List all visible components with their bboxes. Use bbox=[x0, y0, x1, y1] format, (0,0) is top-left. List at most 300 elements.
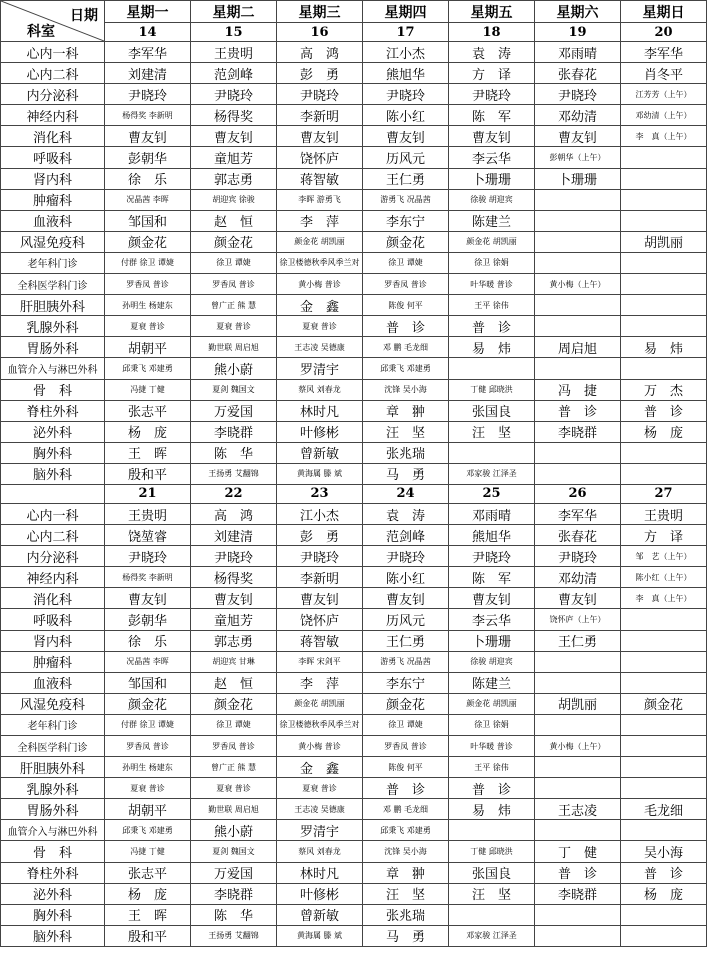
duty-cell: 丁 健 bbox=[535, 841, 621, 862]
dept-row bbox=[1, 442, 707, 463]
weekday-5: 星期五 bbox=[449, 1, 535, 23]
duty-cell bbox=[621, 757, 707, 778]
duty-cell bbox=[535, 904, 621, 925]
duty-cell: 曹友钊 bbox=[191, 588, 277, 609]
duty-cell: 尹晓玲 bbox=[449, 84, 535, 105]
duty-cell: 易 炜 bbox=[449, 337, 535, 358]
duty-cell: 罗清宇 bbox=[277, 358, 363, 379]
duty-cell: 徐卫 谭婕 bbox=[191, 252, 277, 273]
duty-cell: 黄海属 滕 斌 bbox=[277, 463, 363, 484]
dept-name: 乳腺外科 bbox=[1, 778, 105, 799]
duty-cell: 尹晓玲 bbox=[105, 84, 191, 105]
duty-cell: 胡凯丽 bbox=[621, 231, 707, 252]
weekday-3: 星期三 bbox=[277, 1, 363, 23]
duty-cell: 沈锋 吴小海 bbox=[363, 841, 449, 862]
duty-cell: 尹晓玲 bbox=[191, 546, 277, 567]
duty-cell bbox=[621, 358, 707, 379]
duty-cell: 陈俊 何平 bbox=[363, 757, 449, 778]
duty-cell: 胡迎宾 徐骏 bbox=[191, 189, 277, 210]
duty-cell: 汪 坚 bbox=[449, 883, 535, 904]
duty-cell bbox=[535, 442, 621, 463]
dept-name: 心内一科 bbox=[1, 42, 105, 63]
duty-cell: 黄海属 滕 斌 bbox=[277, 925, 363, 946]
dept-row bbox=[1, 421, 707, 442]
duty-cell: 赵 恒 bbox=[191, 672, 277, 693]
duty-cell bbox=[535, 358, 621, 379]
duty-cell: 饶怀庐 bbox=[277, 147, 363, 168]
duty-cell: 饶怀庐（上午） bbox=[535, 609, 621, 630]
duty-cell: 邱秉飞 邓建勇 bbox=[105, 358, 191, 379]
duty-cell: 方 译 bbox=[621, 525, 707, 546]
dept-row bbox=[1, 168, 707, 189]
duty-cell: 陈建兰 bbox=[449, 672, 535, 693]
dept-name: 肿瘤科 bbox=[1, 189, 105, 210]
duty-cell: 尹晓玲 bbox=[105, 546, 191, 567]
duty-cell bbox=[621, 714, 707, 735]
duty-cell: 曾新敏 bbox=[277, 442, 363, 463]
duty-cell: 颜金花 bbox=[621, 693, 707, 714]
duty-cell: 王贵明 bbox=[191, 42, 277, 63]
duty-cell: 王 晖 bbox=[105, 904, 191, 925]
duty-cell bbox=[621, 168, 707, 189]
date-cell: 22 bbox=[191, 484, 277, 503]
duty-cell: 熊小蔚 bbox=[191, 358, 277, 379]
duty-cell bbox=[535, 295, 621, 316]
duty-cell: 徐 乐 bbox=[105, 168, 191, 189]
duty-cell bbox=[535, 778, 621, 799]
duty-cell: 李东宁 bbox=[363, 210, 449, 231]
dept-row bbox=[1, 400, 707, 421]
duty-cell: 邓雨晴 bbox=[535, 42, 621, 63]
duty-cell: 杨得奖 李新明 bbox=[105, 105, 191, 126]
dept-name: 胸外科 bbox=[1, 442, 105, 463]
duty-cell: 王仁勇 bbox=[363, 168, 449, 189]
duty-cell: 肖冬平 bbox=[621, 63, 707, 84]
dept-name: 神经内科 bbox=[1, 567, 105, 588]
duty-cell bbox=[621, 274, 707, 295]
duty-cell: 王平 徐伟 bbox=[449, 757, 535, 778]
dept-row bbox=[1, 231, 707, 252]
duty-cell: 罗香凤 普诊 bbox=[105, 274, 191, 295]
duty-cell: 游勇飞 况晶茜 bbox=[363, 189, 449, 210]
duty-cell: 林时凡 bbox=[277, 400, 363, 421]
duty-cell: 童旭芳 bbox=[191, 609, 277, 630]
duty-cell: 况晶茜 李晖 bbox=[105, 651, 191, 672]
weekday-header-row bbox=[1, 1, 707, 23]
duty-cell: 普 诊 bbox=[621, 400, 707, 421]
duty-cell: 张志平 bbox=[105, 862, 191, 883]
duty-cell: 吴小海 bbox=[621, 841, 707, 862]
dept-name: 内分泌科 bbox=[1, 84, 105, 105]
duty-cell: 胡凯丽 bbox=[535, 693, 621, 714]
duty-cell: 李军华 bbox=[535, 503, 621, 524]
dept-row bbox=[1, 252, 707, 273]
duty-cell: 徐骏 胡迎宾 bbox=[449, 189, 535, 210]
duty-cell: 颜金花 bbox=[191, 231, 277, 252]
date-cell: 24 bbox=[363, 484, 449, 503]
dept-row bbox=[1, 651, 707, 672]
duty-cell: 叶华暖 普诊 bbox=[449, 736, 535, 757]
date-cell: 27 bbox=[621, 484, 707, 503]
dept-name: 脊柱外科 bbox=[1, 862, 105, 883]
duty-cell: 罗香凤 普诊 bbox=[363, 736, 449, 757]
duty-cell: 夏衰 普诊 bbox=[277, 316, 363, 337]
duty-cell: 张春花 bbox=[535, 525, 621, 546]
duty-cell: 陈小红（上午） bbox=[621, 567, 707, 588]
duty-cell bbox=[449, 820, 535, 841]
duty-cell: 李军华 bbox=[621, 42, 707, 63]
duty-cell: 邱秉飞 邓建勇 bbox=[363, 358, 449, 379]
duty-cell bbox=[535, 820, 621, 841]
duty-cell: 李晓群 bbox=[191, 883, 277, 904]
duty-cell bbox=[449, 358, 535, 379]
duty-cell: 夏衰 普诊 bbox=[277, 778, 363, 799]
duty-cell bbox=[621, 609, 707, 630]
dept-row bbox=[1, 546, 707, 567]
dept-row bbox=[1, 126, 707, 147]
duty-cell: 范剑峰 bbox=[363, 525, 449, 546]
duty-cell: 马 勇 bbox=[363, 925, 449, 946]
dept-row bbox=[1, 925, 707, 946]
duty-cell: 彭朝华 bbox=[105, 609, 191, 630]
duty-cell: 王志凌 吴德康 bbox=[277, 337, 363, 358]
duty-cell: 普 诊 bbox=[363, 778, 449, 799]
dept-name: 血液科 bbox=[1, 210, 105, 231]
duty-cell bbox=[449, 442, 535, 463]
duty-cell: 徐 乐 bbox=[105, 630, 191, 651]
duty-cell: 易 炜 bbox=[621, 337, 707, 358]
dept-row bbox=[1, 799, 707, 820]
duty-cell: 黄小梅（上午） bbox=[535, 736, 621, 757]
duty-cell: 叶修彬 bbox=[277, 883, 363, 904]
duty-cell: 徐卫 谭婕 bbox=[363, 252, 449, 273]
duty-cell: 黄小梅（上午） bbox=[535, 274, 621, 295]
dept-name: 呼吸科 bbox=[1, 609, 105, 630]
dept-row bbox=[1, 841, 707, 862]
duty-cell: 易 炜 bbox=[449, 799, 535, 820]
duty-cell: 熊小蔚 bbox=[191, 820, 277, 841]
dept-name: 风湿免疫科 bbox=[1, 693, 105, 714]
dept-name: 血管介入与淋巴外科 bbox=[1, 820, 105, 841]
duty-cell bbox=[621, 778, 707, 799]
dept-name: 脊柱外科 bbox=[1, 400, 105, 421]
duty-cell: 林时凡 bbox=[277, 862, 363, 883]
duty-cell: 曹友钊 bbox=[105, 588, 191, 609]
dept-row bbox=[1, 862, 707, 883]
duty-cell bbox=[449, 904, 535, 925]
duty-cell: 普 诊 bbox=[535, 400, 621, 421]
duty-cell: 邓幼清 bbox=[535, 105, 621, 126]
duty-cell: 颜金花 bbox=[191, 693, 277, 714]
duty-cell: 颜金花 胡凯丽 bbox=[277, 231, 363, 252]
duty-cell: 汪 坚 bbox=[363, 421, 449, 442]
duty-cell bbox=[621, 252, 707, 273]
duty-cell: 游勇飞 况晶茜 bbox=[363, 651, 449, 672]
duty-cell: 蔡风 刘春龙 bbox=[277, 379, 363, 400]
dept-name: 胸外科 bbox=[1, 904, 105, 925]
duty-cell: 徐卫楼德秋季风季兰对 bbox=[277, 714, 363, 735]
duty-cell bbox=[535, 189, 621, 210]
duty-cell: 彭 勇 bbox=[277, 525, 363, 546]
duty-cell bbox=[621, 442, 707, 463]
duty-cell: 黄小梅 普诊 bbox=[277, 736, 363, 757]
duty-cell: 邓 鹏 毛龙细 bbox=[363, 337, 449, 358]
duty-cell: 徐卫 徐娟 bbox=[449, 252, 535, 273]
dept-name: 肝胆胰外科 bbox=[1, 295, 105, 316]
dept-row bbox=[1, 463, 707, 484]
dept-row bbox=[1, 820, 707, 841]
duty-cell: 刘建清 bbox=[191, 525, 277, 546]
dept-name: 肝胆胰外科 bbox=[1, 757, 105, 778]
date-cell: 21 bbox=[105, 484, 191, 503]
dept-row bbox=[1, 105, 707, 126]
duty-cell bbox=[621, 295, 707, 316]
duty-cell: 曹友钊 bbox=[277, 126, 363, 147]
duty-cell bbox=[621, 925, 707, 946]
duty-cell: 况晶茜 李晖 bbox=[105, 189, 191, 210]
duty-cell: 江芳芳（上午） bbox=[621, 84, 707, 105]
duty-cell: 汪 坚 bbox=[363, 883, 449, 904]
duty-cell: 夏剑 魏国文 bbox=[191, 841, 277, 862]
duty-cell: 罗清宇 bbox=[277, 820, 363, 841]
duty-cell: 杨得奖 bbox=[191, 105, 277, 126]
duty-cell: 夏衰 普诊 bbox=[191, 316, 277, 337]
date-cell: 23 bbox=[277, 484, 363, 503]
duty-cell: 陈 军 bbox=[449, 567, 535, 588]
duty-cell: 胡迎宾 甘琳 bbox=[191, 651, 277, 672]
duty-cell: 尹晓玲 bbox=[363, 84, 449, 105]
duty-cell: 付群 徐卫 谭婕 bbox=[105, 714, 191, 735]
dept-name: 风湿免疫科 bbox=[1, 231, 105, 252]
duty-cell bbox=[621, 651, 707, 672]
duty-cell: 李晓群 bbox=[191, 421, 277, 442]
duty-cell bbox=[535, 316, 621, 337]
duty-cell: 孙明生 杨建东 bbox=[105, 295, 191, 316]
duty-cell: 毛龙细 bbox=[621, 799, 707, 820]
duty-cell: 曹友钊 bbox=[535, 126, 621, 147]
duty-cell bbox=[621, 463, 707, 484]
duty-cell: 卜珊珊 bbox=[449, 630, 535, 651]
dept-row bbox=[1, 883, 707, 904]
duty-cell: 饶怀庐 bbox=[277, 609, 363, 630]
duty-cell: 彭朝华（上午） bbox=[535, 147, 621, 168]
duty-cell: 李云华 bbox=[449, 609, 535, 630]
duty-cell: 颜金花 bbox=[363, 693, 449, 714]
dept-row bbox=[1, 693, 707, 714]
duty-cell: 张志平 bbox=[105, 400, 191, 421]
duty-cell: 曾广正 熊 慧 bbox=[191, 295, 277, 316]
duty-cell bbox=[621, 904, 707, 925]
dept-name: 肿瘤科 bbox=[1, 651, 105, 672]
duty-cell: 李新明 bbox=[277, 105, 363, 126]
dept-name: 脑外科 bbox=[1, 925, 105, 946]
duty-cell: 徐骏 胡迎宾 bbox=[449, 651, 535, 672]
dept-name: 全科医学科门诊 bbox=[1, 736, 105, 757]
duty-cell bbox=[621, 672, 707, 693]
dept-row bbox=[1, 189, 707, 210]
duty-cell: 丁健 邱晓洪 bbox=[449, 379, 535, 400]
duty-cell bbox=[621, 736, 707, 757]
dept-name: 泌外科 bbox=[1, 883, 105, 904]
duty-cell: 夏衰 普诊 bbox=[105, 778, 191, 799]
dept-row bbox=[1, 736, 707, 757]
duty-cell bbox=[535, 651, 621, 672]
duty-cell: 陈 华 bbox=[191, 904, 277, 925]
duty-cell: 曹友钊 bbox=[363, 126, 449, 147]
dept-row bbox=[1, 567, 707, 588]
duty-cell: 江小杰 bbox=[277, 503, 363, 524]
dept-row bbox=[1, 904, 707, 925]
duty-cell: 叶华暖 普诊 bbox=[449, 274, 535, 295]
dept-row bbox=[1, 379, 707, 400]
duty-cell: 李 真（上午） bbox=[621, 588, 707, 609]
date-cell: 14 bbox=[105, 23, 191, 42]
duty-cell: 尹晓玲 bbox=[449, 546, 535, 567]
dept-name: 血管介入与淋巴外科 bbox=[1, 358, 105, 379]
duty-cell: 勤世联 周启旭 bbox=[191, 337, 277, 358]
dept-row bbox=[1, 609, 707, 630]
date-cell: 25 bbox=[449, 484, 535, 503]
duty-cell: 陈建兰 bbox=[449, 210, 535, 231]
duty-cell: 曹友钊 bbox=[449, 126, 535, 147]
duty-cell: 邱秉飞 邓建勇 bbox=[105, 820, 191, 841]
duty-cell: 罗香凤 普诊 bbox=[191, 736, 277, 757]
duty-cell bbox=[535, 463, 621, 484]
dept-row bbox=[1, 525, 707, 546]
corner-dept-label: 科室 bbox=[27, 24, 55, 40]
weekday-6: 星期六 bbox=[535, 1, 621, 23]
duty-cell: 叶修彬 bbox=[277, 421, 363, 442]
duty-cell: 郭志勇 bbox=[191, 168, 277, 189]
dept-row bbox=[1, 630, 707, 651]
duty-cell: 李晖 宋剑平 bbox=[277, 651, 363, 672]
duty-cell: 陈 华 bbox=[191, 442, 277, 463]
duty-cell: 邓雨晴 bbox=[449, 503, 535, 524]
duty-cell: 范剑峰 bbox=[191, 63, 277, 84]
duty-cell: 曾新敏 bbox=[277, 904, 363, 925]
dept-row bbox=[1, 358, 707, 379]
dept-name: 全科医学科门诊 bbox=[1, 274, 105, 295]
duty-cell: 丁健 邱晓洪 bbox=[449, 841, 535, 862]
duty-cell: 彭 勇 bbox=[277, 63, 363, 84]
duty-cell: 章 翀 bbox=[363, 400, 449, 421]
duty-cell: 方 译 bbox=[449, 63, 535, 84]
duty-cell: 邹国和 bbox=[105, 672, 191, 693]
duty-cell: 杨得奖 李新明 bbox=[105, 567, 191, 588]
duty-cell: 普 诊 bbox=[535, 862, 621, 883]
duty-cell: 赵 恒 bbox=[191, 210, 277, 231]
duty-cell: 历风元 bbox=[363, 147, 449, 168]
duty-cell bbox=[621, 630, 707, 651]
duty-cell: 曹友钊 bbox=[535, 588, 621, 609]
duty-cell: 郭志勇 bbox=[191, 630, 277, 651]
duty-cell: 殷和平 bbox=[105, 925, 191, 946]
duty-cell: 罗香凤 普诊 bbox=[191, 274, 277, 295]
duty-cell: 尹晓玲 bbox=[363, 546, 449, 567]
duty-cell: 陈 军 bbox=[449, 105, 535, 126]
dept-name: 胃肠外科 bbox=[1, 337, 105, 358]
duty-cell: 袁 涛 bbox=[363, 503, 449, 524]
duty-cell bbox=[535, 925, 621, 946]
dept-row bbox=[1, 503, 707, 524]
duty-cell: 王贵明 bbox=[621, 503, 707, 524]
dept-name: 泌外科 bbox=[1, 421, 105, 442]
duty-cell: 蒋智敏 bbox=[277, 630, 363, 651]
weekday-4: 星期四 bbox=[363, 1, 449, 23]
duty-cell: 胡朝平 bbox=[105, 337, 191, 358]
date-cell: 15 bbox=[191, 23, 277, 42]
duty-cell: 袁 涛 bbox=[449, 42, 535, 63]
duty-cell bbox=[535, 757, 621, 778]
dept-name: 心内二科 bbox=[1, 63, 105, 84]
dept-row bbox=[1, 274, 707, 295]
duty-cell: 王仁勇 bbox=[363, 630, 449, 651]
duty-cell bbox=[535, 714, 621, 735]
date-row-blank bbox=[1, 484, 105, 503]
duty-cell: 冯捷 丁健 bbox=[105, 379, 191, 400]
dept-name: 呼吸科 bbox=[1, 147, 105, 168]
duty-cell: 曹友钊 bbox=[363, 588, 449, 609]
duty-cell: 历风元 bbox=[363, 609, 449, 630]
duty-cell: 李晓群 bbox=[535, 883, 621, 904]
duty-cell: 杨 庞 bbox=[621, 421, 707, 442]
duty-cell: 李晖 游勇飞 bbox=[277, 189, 363, 210]
duty-cell: 普 诊 bbox=[363, 316, 449, 337]
duty-cell: 李云华 bbox=[449, 147, 535, 168]
dept-name: 骨 科 bbox=[1, 379, 105, 400]
duty-cell: 徐卫楼德秋季风季兰对 bbox=[277, 252, 363, 273]
duty-cell: 杨 庞 bbox=[105, 883, 191, 904]
dept-name: 骨 科 bbox=[1, 841, 105, 862]
duty-cell: 王志凌 bbox=[535, 799, 621, 820]
duty-cell: 熊旭华 bbox=[363, 63, 449, 84]
duty-cell: 邱秉飞 邓建勇 bbox=[363, 820, 449, 841]
duty-cell: 曹友钊 bbox=[105, 126, 191, 147]
duty-cell: 金 鑫 bbox=[277, 757, 363, 778]
duty-cell: 夏衰 普诊 bbox=[105, 316, 191, 337]
duty-cell: 王扬勇 艾翻锦 bbox=[191, 925, 277, 946]
dept-row bbox=[1, 757, 707, 778]
duty-cell: 万 杰 bbox=[621, 379, 707, 400]
duty-cell: 尹晓玲 bbox=[191, 84, 277, 105]
duty-cell: 张兆瑞 bbox=[363, 904, 449, 925]
duty-cell: 童旭芳 bbox=[191, 147, 277, 168]
duty-cell: 邓幼清 bbox=[535, 567, 621, 588]
duty-cell: 卜珊珊 bbox=[449, 168, 535, 189]
duty-cell: 饶堃睿 bbox=[105, 525, 191, 546]
duty-cell bbox=[535, 672, 621, 693]
duty-cell: 蒋智敏 bbox=[277, 168, 363, 189]
duty-cell: 夏衰 普诊 bbox=[191, 778, 277, 799]
dept-row bbox=[1, 147, 707, 168]
date-cell: 18 bbox=[449, 23, 535, 42]
duty-cell: 曾广正 熊 慧 bbox=[191, 757, 277, 778]
duty-cell: 黄小梅 普诊 bbox=[277, 274, 363, 295]
date-cell: 17 bbox=[363, 23, 449, 42]
duty-cell: 孙明生 杨建东 bbox=[105, 757, 191, 778]
duty-cell: 夏剑 魏国文 bbox=[191, 379, 277, 400]
date-cell: 16 bbox=[277, 23, 363, 42]
duty-cell: 普 诊 bbox=[449, 778, 535, 799]
duty-cell: 殷和平 bbox=[105, 463, 191, 484]
duty-cell: 冯捷 丁健 bbox=[105, 841, 191, 862]
dept-row bbox=[1, 672, 707, 693]
date-row-week-1 bbox=[1, 23, 707, 42]
duty-cell: 万爱国 bbox=[191, 400, 277, 421]
weekday-1: 星期一 bbox=[105, 1, 191, 23]
dept-name: 内分泌科 bbox=[1, 546, 105, 567]
duty-cell: 刘建清 bbox=[105, 63, 191, 84]
